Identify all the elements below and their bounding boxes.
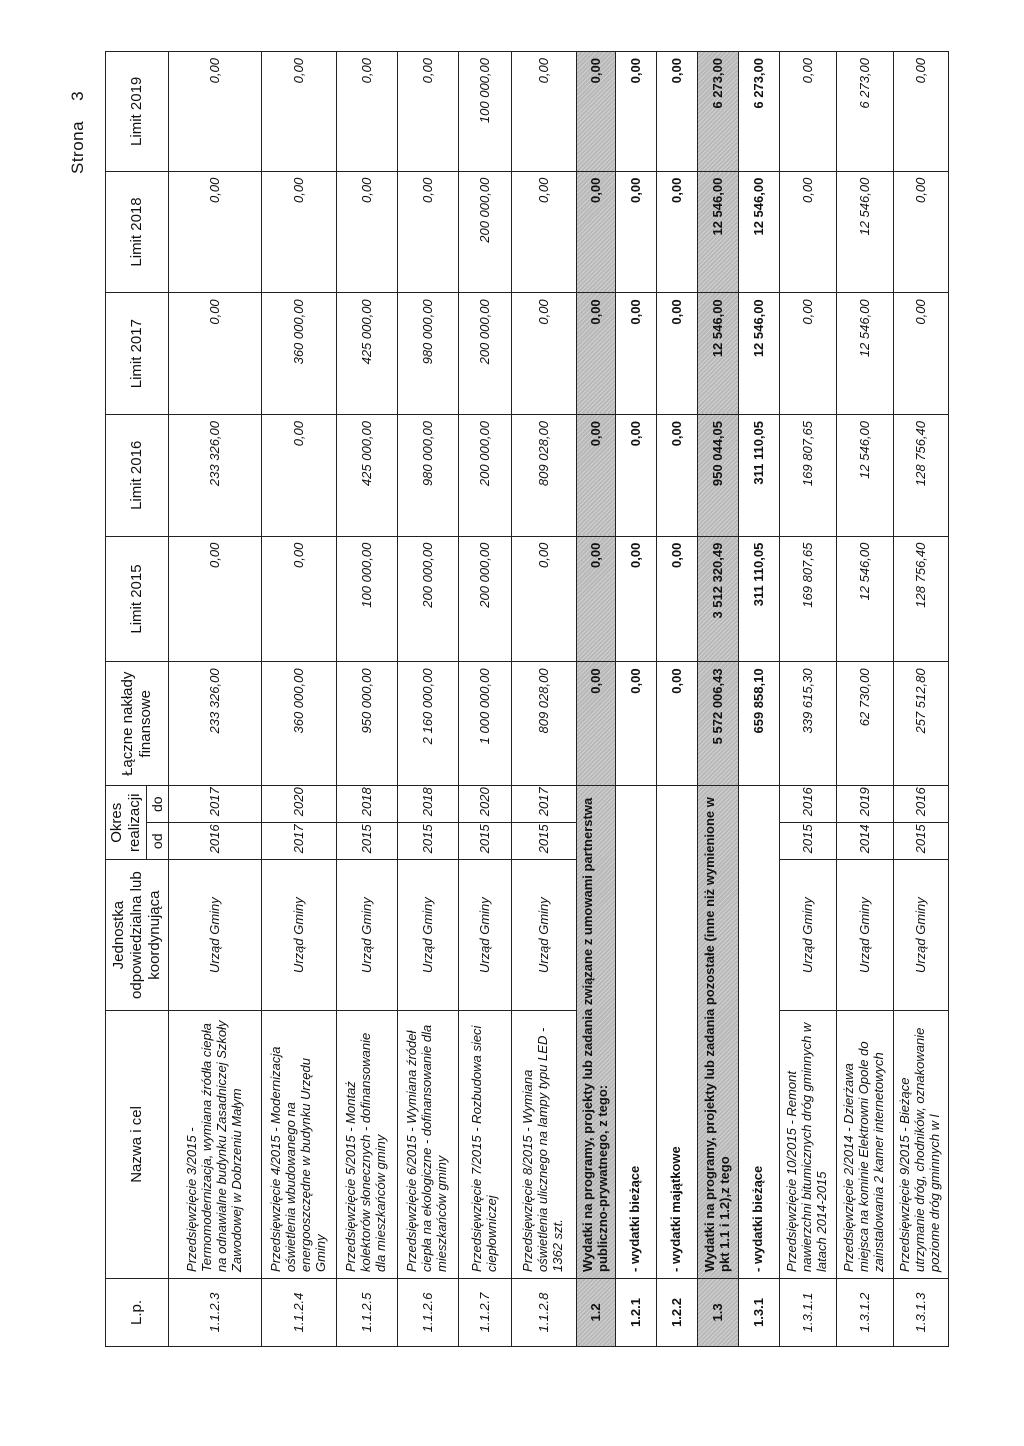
cell-limit-2018: 0,00 bbox=[779, 171, 836, 293]
page-label: Strona bbox=[68, 120, 87, 174]
section-row-1-3 bbox=[697, 52, 738, 1347]
table-row bbox=[397, 52, 458, 1347]
header-limit-2016: Limit 2016 bbox=[106, 414, 169, 536]
cell-total: 0,00 bbox=[576, 662, 615, 786]
cell-limit-2015: 100 000,00 bbox=[336, 536, 397, 662]
cell-name: - wydatki bieżące bbox=[615, 786, 656, 1279]
header-limit-2018: Limit 2018 bbox=[106, 171, 169, 293]
cell-limit-2016: 200 000,00 bbox=[458, 414, 511, 536]
cell-limit-2016: 809 028,00 bbox=[511, 414, 576, 536]
cell-total: 5 572 006,43 bbox=[697, 662, 738, 786]
cell-to: 2017 bbox=[168, 786, 261, 823]
cell-lp: 1.1.2.6 bbox=[397, 1278, 458, 1346]
cell-name: Przedsięwzięcie 7/2015 - Rozbudowa sieci ciepłowniczej bbox=[458, 1010, 511, 1278]
table-row bbox=[779, 52, 836, 1347]
cell-limit-2015: 200 000,00 bbox=[458, 536, 511, 662]
table-row bbox=[168, 52, 261, 1347]
cell-limit-2018: 12 546,00 bbox=[738, 171, 779, 293]
cell-limit-2018: 0,00 bbox=[656, 171, 697, 293]
cell-from: 2014 bbox=[836, 823, 893, 860]
cell-lp: 1.2 bbox=[576, 1278, 615, 1346]
cell-name: Przedsięwzięcie 4/2015 - Modernizacja oświetlenia wbudowanego na energooszczędne w budynku Urzędu Gminy bbox=[261, 1010, 336, 1278]
cell-limit-2017: 360 000,00 bbox=[261, 293, 336, 415]
cell-limit-2015: 0,00 bbox=[168, 536, 261, 662]
cell-total: 0,00 bbox=[615, 662, 656, 786]
cell-limit-2015: 0,00 bbox=[615, 536, 656, 662]
cell-limit-2015: 311 110,05 bbox=[738, 536, 779, 662]
cell-name: Przedsięwzięcie 5/2015 - Montaż kolektorów słonecznych - dofinansowanie dla mieszkańców gminy bbox=[336, 1010, 397, 1278]
cell-limit-2016: 0,00 bbox=[656, 414, 697, 536]
budget-table bbox=[105, 51, 949, 1347]
page-num: 3 bbox=[68, 90, 87, 101]
cell-limit-2018: 200 000,00 bbox=[458, 171, 511, 293]
cell-unit: Urząd Gminy bbox=[511, 860, 576, 1011]
cell-limit-2017: 0,00 bbox=[511, 293, 576, 415]
cell-limit-2018: 0,00 bbox=[615, 171, 656, 293]
cell-from: 2015 bbox=[336, 823, 397, 860]
cell-total: 950 000,00 bbox=[336, 662, 397, 786]
cell-limit-2019: 6 273,00 bbox=[697, 52, 738, 172]
cell-from: 2015 bbox=[511, 823, 576, 860]
cell-to: 2020 bbox=[458, 786, 511, 823]
cell-unit: Urząd Gminy bbox=[836, 860, 893, 1011]
cell-limit-2019: 0,00 bbox=[656, 52, 697, 172]
cell-limit-2019: 0,00 bbox=[336, 52, 397, 172]
cell-limit-2017: 12 546,00 bbox=[738, 293, 779, 415]
cell-lp: 1.1.2.5 bbox=[336, 1278, 397, 1346]
cell-total: 62 730,00 bbox=[836, 662, 893, 786]
section-row-1-2-1 bbox=[615, 52, 656, 1347]
cell-to: 2017 bbox=[511, 786, 576, 823]
cell-limit-2016: 0,00 bbox=[615, 414, 656, 536]
cell-from: 2017 bbox=[261, 823, 336, 860]
cell-total: 360 000,00 bbox=[261, 662, 336, 786]
cell-total: 339 615,30 bbox=[779, 662, 836, 786]
header-limit-2017: Limit 2017 bbox=[106, 293, 169, 415]
cell-limit-2019: 0,00 bbox=[397, 52, 458, 172]
section-row-1-2-2 bbox=[656, 52, 697, 1347]
cell-limit-2019: 0,00 bbox=[511, 52, 576, 172]
table-row bbox=[261, 52, 336, 1347]
cell-from: 2016 bbox=[168, 823, 261, 860]
cell-limit-2019: 0,00 bbox=[615, 52, 656, 172]
table-row bbox=[458, 52, 511, 1347]
cell-name: Przedsięwzięcie 8/2015 - Wymiana oświetlenia ulicznego na lampy typu LED - 1362 szt. bbox=[511, 1010, 576, 1278]
cell-limit-2019: 0,00 bbox=[576, 52, 615, 172]
cell-lp: 1.3.1 bbox=[738, 1278, 779, 1346]
cell-name: Wydatki na programy, projekty lub zadania pozostałe (inne niż wymienione w pkt 1.1 i 1.2),z tego bbox=[697, 786, 738, 1279]
header-lp: L.p. bbox=[106, 1278, 169, 1346]
cell-from: 2015 bbox=[397, 823, 458, 860]
cell-lp: 1.1.2.7 bbox=[458, 1278, 511, 1346]
cell-limit-2015: 169 807,65 bbox=[779, 536, 836, 662]
cell-limit-2018: 12 546,00 bbox=[697, 171, 738, 293]
cell-name: Przedsięwzięcie 3/2015 - Termomodernizacja, wymiana źródła ciepła na odnawialne budynku Zasadniczej Szkoły Zawodowej w Dobrzeniu Małym bbox=[168, 1010, 261, 1278]
cell-limit-2015: 12 546,00 bbox=[836, 536, 893, 662]
cell-limit-2019: 6 273,00 bbox=[738, 52, 779, 172]
cell-unit: Urząd Gminy bbox=[261, 860, 336, 1011]
cell-limit-2015: 0,00 bbox=[511, 536, 576, 662]
cell-name: - wydatki majątkowe bbox=[656, 786, 697, 1279]
cell-to: 2019 bbox=[836, 786, 893, 823]
cell-total: 1 000 000,00 bbox=[458, 662, 511, 786]
cell-unit: Urząd Gminy bbox=[458, 860, 511, 1011]
cell-limit-2016: 950 044,05 bbox=[697, 414, 738, 536]
cell-from: 2015 bbox=[779, 823, 836, 860]
cell-name: Przedsięwzięcie 2/2014 - Dzierżawa miejsca na kominie Elektrowni Opole do zainstalowania 2 kamer internetowych bbox=[836, 1010, 893, 1278]
header-unit: Jednostka odpowiedzialna lub koordynująca bbox=[106, 860, 169, 1011]
cell-limit-2017: 0,00 bbox=[615, 293, 656, 415]
page-number bbox=[68, 91, 88, 174]
cell-limit-2016: 425 000,00 bbox=[336, 414, 397, 536]
cell-limit-2017: 0,00 bbox=[656, 293, 697, 415]
cell-name: Przedsięwzięcie 6/2015 - Wymiana źródeł ciepła na ekologiczne - dofinansowanie dla mieszkańców gminy bbox=[397, 1010, 458, 1278]
cell-lp: 1.3 bbox=[697, 1278, 738, 1346]
table-row bbox=[893, 52, 948, 1347]
cell-unit: Urząd Gminy bbox=[168, 860, 261, 1011]
cell-total: 659 858,10 bbox=[738, 662, 779, 786]
cell-limit-2015: 128 756,40 bbox=[893, 536, 948, 662]
cell-unit: Urząd Gminy bbox=[893, 860, 948, 1011]
cell-total: 233 326,00 bbox=[168, 662, 261, 786]
cell-unit: Urząd Gminy bbox=[336, 860, 397, 1011]
cell-to: 2016 bbox=[893, 786, 948, 823]
cell-lp: 1.1.2.8 bbox=[511, 1278, 576, 1346]
cell-to: 2016 bbox=[779, 786, 836, 823]
cell-lp: 1.1.2.3 bbox=[168, 1278, 261, 1346]
header-to: do bbox=[147, 786, 169, 823]
cell-from: 2015 bbox=[458, 823, 511, 860]
header-limit-2015: Limit 2015 bbox=[106, 536, 169, 662]
cell-limit-2018: 0,00 bbox=[511, 171, 576, 293]
cell-limit-2016: 128 756,40 bbox=[893, 414, 948, 536]
cell-limit-2015: 0,00 bbox=[576, 536, 615, 662]
cell-limit-2016: 311 110,05 bbox=[738, 414, 779, 536]
cell-lp: 1.1.2.4 bbox=[261, 1278, 336, 1346]
table-header bbox=[106, 52, 169, 1347]
cell-limit-2019: 0,00 bbox=[779, 52, 836, 172]
section-row-1-3-1 bbox=[738, 52, 779, 1347]
cell-limit-2017: 0,00 bbox=[168, 293, 261, 415]
cell-limit-2018: 0,00 bbox=[893, 171, 948, 293]
cell-limit-2016: 169 807,65 bbox=[779, 414, 836, 536]
cell-from: 2015 bbox=[893, 823, 948, 860]
cell-name: Przedsięwzięcie 9/2015 - Bieżące utrzymanie dróg, chodników, oznakowanie poziome dróg gminnych w l bbox=[893, 1010, 948, 1278]
cell-to: 2018 bbox=[336, 786, 397, 823]
header-from: od bbox=[147, 823, 169, 860]
cell-limit-2017: 12 546,00 bbox=[836, 293, 893, 415]
cell-lp: 1.2.2 bbox=[656, 1278, 697, 1346]
header-period: Okres realizacji bbox=[106, 786, 147, 860]
cell-limit-2016: 0,00 bbox=[261, 414, 336, 536]
cell-limit-2019: 0,00 bbox=[261, 52, 336, 172]
cell-limit-2018: 0,00 bbox=[397, 171, 458, 293]
cell-total: 257 512,80 bbox=[893, 662, 948, 786]
cell-name: Przedsięwzięcie 10/2015 - Remont nawierzchni bitumicznych dróg gminnych w latach 2014-2015 bbox=[779, 1010, 836, 1278]
cell-limit-2019: 0,00 bbox=[893, 52, 948, 172]
cell-to: 2018 bbox=[397, 786, 458, 823]
cell-lp: 1.3.1.2 bbox=[836, 1278, 893, 1346]
cell-limit-2015: 3 512 320,49 bbox=[697, 536, 738, 662]
cell-name: Wydatki na programy, projekty lub zadania związane z umowami partnerstwa publiczno-prywatnego, z tego: bbox=[576, 786, 615, 1279]
cell-total: 0,00 bbox=[656, 662, 697, 786]
cell-total: 2 160 000,00 bbox=[397, 662, 458, 786]
cell-limit-2017: 980 000,00 bbox=[397, 293, 458, 415]
cell-limit-2017: 0,00 bbox=[779, 293, 836, 415]
cell-limit-2016: 12 546,00 bbox=[836, 414, 893, 536]
header-total: Łączne nakłady finansowe bbox=[106, 662, 169, 786]
cell-limit-2017: 0,00 bbox=[893, 293, 948, 415]
cell-limit-2015: 200 000,00 bbox=[397, 536, 458, 662]
cell-limit-2019: 6 273,00 bbox=[836, 52, 893, 172]
table-row bbox=[511, 52, 576, 1347]
table-row bbox=[836, 52, 893, 1347]
cell-limit-2019: 100 000,00 bbox=[458, 52, 511, 172]
cell-limit-2017: 200 000,00 bbox=[458, 293, 511, 415]
cell-limit-2018: 0,00 bbox=[336, 171, 397, 293]
cell-limit-2018: 0,00 bbox=[261, 171, 336, 293]
cell-limit-2016: 0,00 bbox=[576, 414, 615, 536]
cell-lp: 1.3.1.3 bbox=[893, 1278, 948, 1346]
cell-unit: Urząd Gminy bbox=[779, 860, 836, 1011]
cell-limit-2018: 0,00 bbox=[168, 171, 261, 293]
cell-lp: 1.3.1.1 bbox=[779, 1278, 836, 1346]
cell-limit-2017: 425 000,00 bbox=[336, 293, 397, 415]
cell-limit-2017: 12 546,00 bbox=[697, 293, 738, 415]
cell-limit-2016: 980 000,00 bbox=[397, 414, 458, 536]
cell-limit-2018: 12 546,00 bbox=[836, 171, 893, 293]
header-name: Nazwa i cel bbox=[106, 1010, 169, 1278]
cell-unit: Urząd Gminy bbox=[397, 860, 458, 1011]
cell-lp: 1.2.1 bbox=[615, 1278, 656, 1346]
cell-limit-2015: 0,00 bbox=[261, 536, 336, 662]
cell-total: 809 028,00 bbox=[511, 662, 576, 786]
cell-limit-2016: 233 326,00 bbox=[168, 414, 261, 536]
header-limit-2019: Limit 2019 bbox=[106, 52, 169, 172]
cell-limit-2019: 0,00 bbox=[168, 52, 261, 172]
cell-limit-2015: 0,00 bbox=[656, 536, 697, 662]
table-row bbox=[336, 52, 397, 1347]
section-row-1-2 bbox=[576, 52, 615, 1347]
cell-name: - wydatki bieżące bbox=[738, 786, 779, 1279]
cell-limit-2017: 0,00 bbox=[576, 293, 615, 415]
cell-limit-2018: 0,00 bbox=[576, 171, 615, 293]
cell-to: 2020 bbox=[261, 786, 336, 823]
